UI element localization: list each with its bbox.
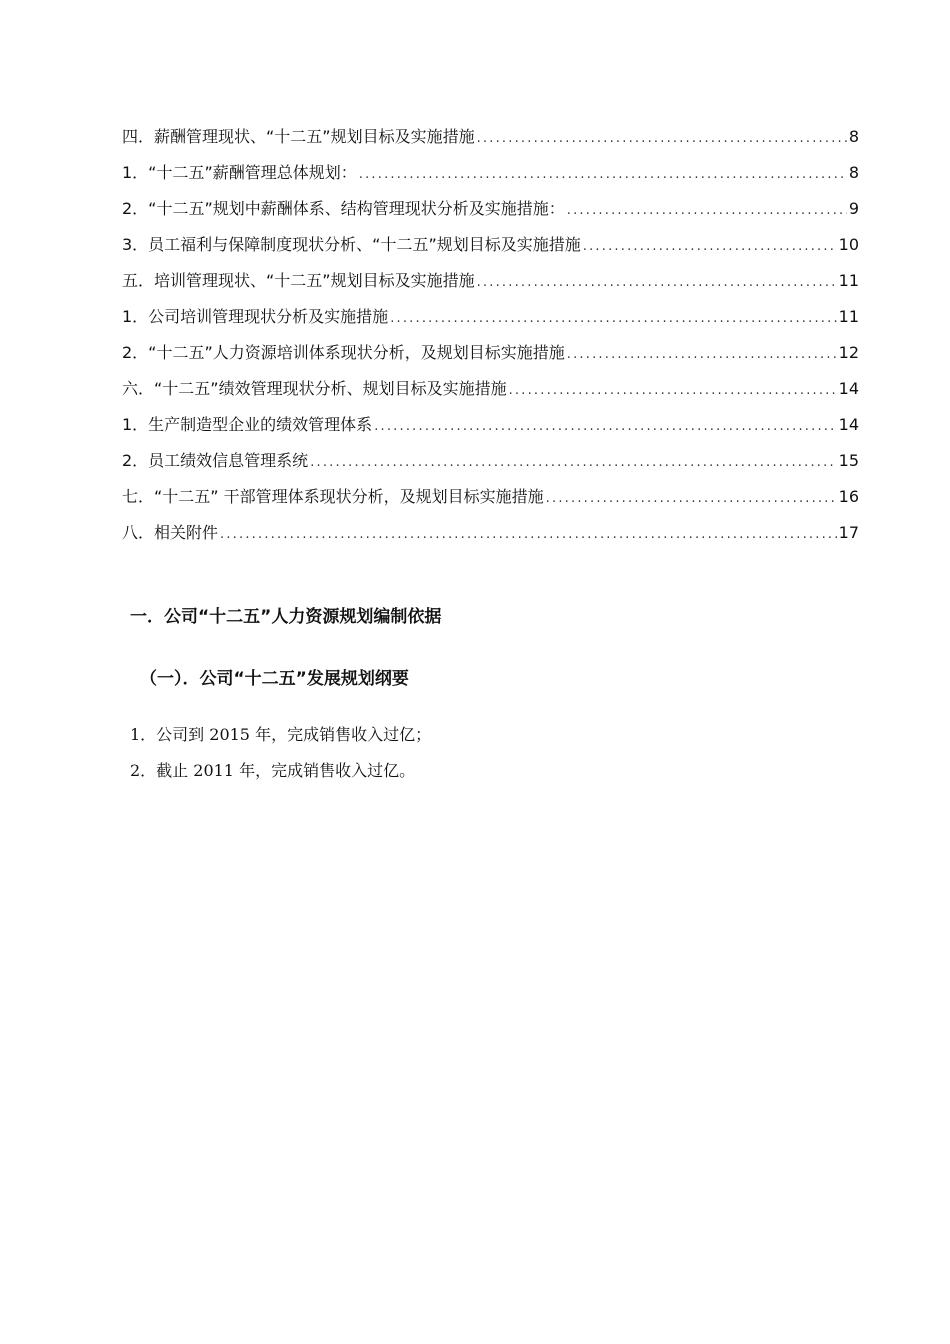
- toc-entry-title: 2．员工绩效信息管理系统: [122, 451, 309, 470]
- toc-entry[interactable]: [122, 443, 859, 479]
- toc-leader-dots: [477, 265, 837, 301]
- toc-leader-dots: [477, 121, 847, 157]
- section-heading: 一．公司“十二五”人力资源规划编制依据: [130, 607, 442, 627]
- toc-entry-page: 14: [838, 379, 859, 398]
- toc-entry-page: 12: [838, 343, 859, 362]
- toc-entry[interactable]: [122, 515, 859, 551]
- toc-entry[interactable]: [122, 119, 859, 155]
- toc-entry-title: 六．“十二五”绩效管理现状分析、规划目标及实施措施: [122, 379, 507, 398]
- toc-entry[interactable]: [122, 191, 859, 227]
- table-of-contents: [122, 119, 859, 551]
- toc-entry-title: 四．薪酬管理现状、“十二五”规划目标及实施措施: [122, 127, 475, 146]
- toc-leader-dots: [220, 517, 837, 553]
- toc-entry[interactable]: [122, 227, 859, 263]
- toc-leader-dots: [374, 409, 836, 445]
- toc-entry-title: 1．“十二五”薪酬管理总体规划：: [122, 163, 357, 182]
- toc-entry-page: 15: [838, 451, 859, 470]
- toc-leader-dots: [390, 301, 836, 337]
- toc-entry[interactable]: [122, 479, 859, 515]
- list-item: 2．截止 2011 年，完成销售收入过亿。: [130, 761, 416, 780]
- toc-entry-title: 七．“十二五” 干部管理体系现状分析，及规划目标实施措施: [122, 487, 544, 506]
- toc-entry-title: 2．“十二五”规划中薪酬体系、结构管理现状分析及实施措施：: [122, 199, 565, 218]
- toc-entry[interactable]: [122, 335, 859, 371]
- toc-leader-dots: [310, 445, 836, 481]
- toc-entry[interactable]: [122, 407, 859, 443]
- toc-entry-page: 14: [838, 415, 859, 434]
- toc-entry-page: 9: [848, 199, 859, 218]
- toc-leader-dots: [359, 157, 847, 193]
- toc-entry-title: 1．生产制造型企业的绩效管理体系: [122, 415, 373, 434]
- toc-leader-dots: [546, 481, 837, 517]
- toc-entry-title: 五．培训管理现状、“十二五”规划目标及实施措施: [122, 271, 475, 290]
- toc-entry-title: 八．相关附件: [122, 523, 219, 542]
- toc-entry-page: 17: [838, 523, 859, 542]
- toc-entry[interactable]: [122, 263, 859, 299]
- toc-entry[interactable]: [122, 299, 859, 335]
- toc-entry-title: 1．公司培训管理现状分析及实施措施: [122, 307, 389, 326]
- toc-leader-dots: [509, 373, 837, 409]
- toc-entry[interactable]: [122, 155, 859, 191]
- toc-leader-dots: [567, 193, 847, 229]
- toc-entry-page: 11: [838, 271, 859, 290]
- toc-entry-title: 3．员工福利与保障制度现状分析、“十二五”规划目标及实施措施: [122, 235, 581, 254]
- toc-leader-dots: [583, 229, 837, 265]
- toc-entry[interactable]: [122, 371, 859, 407]
- toc-entry-title: 2．“十二五”人力资源培训体系现状分析，及规划目标实施措施: [122, 343, 565, 362]
- toc-leader-dots: [567, 337, 837, 373]
- toc-entry-page: 16: [838, 487, 859, 506]
- toc-entry-page: 10: [838, 235, 859, 254]
- toc-entry-page: 8: [848, 163, 859, 182]
- section-subheading: （一）．公司“十二五”发展规划纲要: [140, 669, 409, 689]
- list-item: 1．公司到 2015 年，完成销售收入过亿；: [130, 725, 432, 744]
- toc-entry-page: 8: [848, 127, 859, 146]
- toc-entry-page: 11: [838, 307, 859, 326]
